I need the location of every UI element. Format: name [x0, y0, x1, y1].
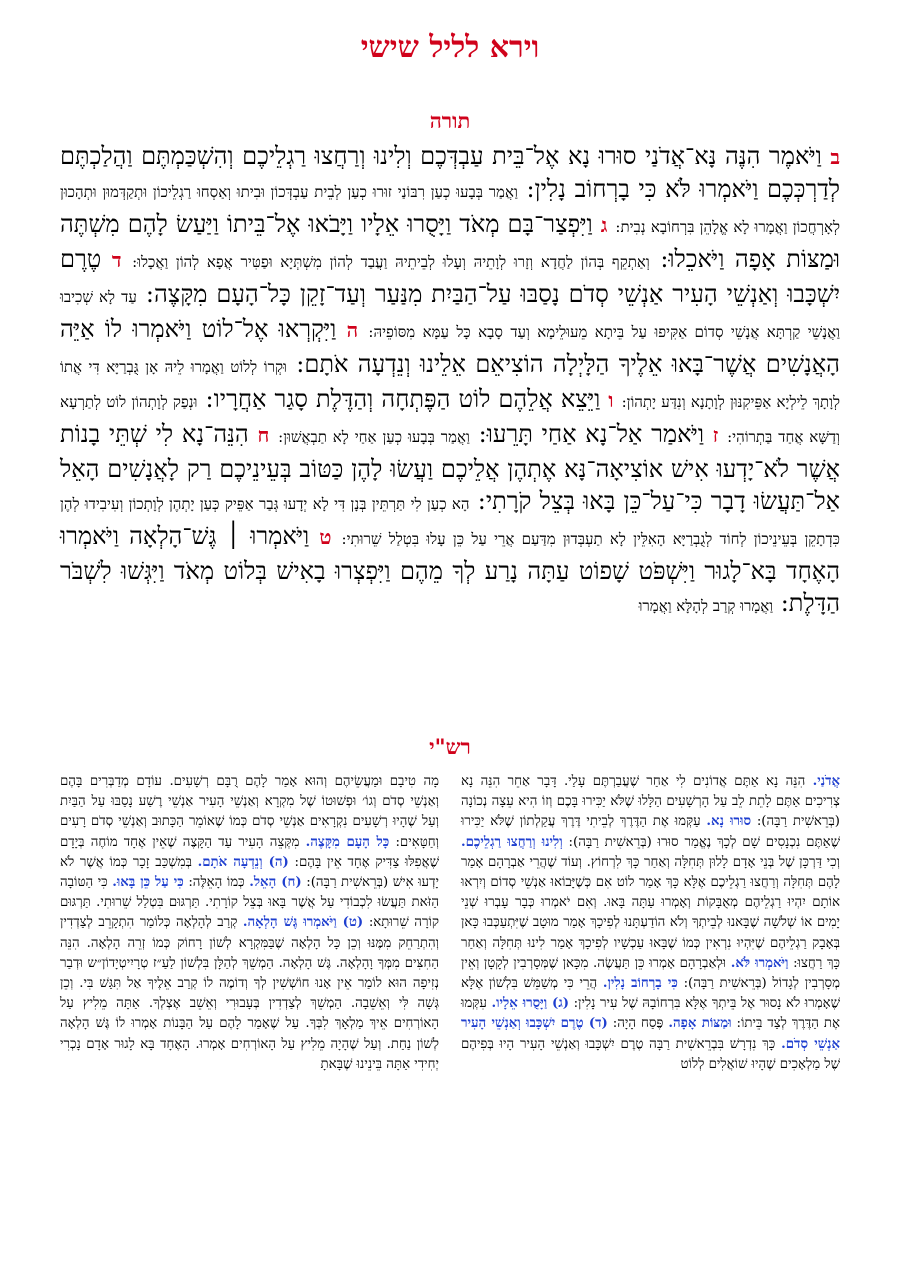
targum-text: וְאַתְקֵף בְּהוֹן לַחֲדָא וְזָרוּ לְוָתֵיהּ וְעָלוּ לְבֵיתֵיהּ וַעֲבַד לְהוֹן מִשְׁתְּיָא וּפַטִּיר אֲפָא לְהוֹן וַאֲכָלוּ: [132, 253, 650, 271]
rashi-heading: רש"י [429, 734, 471, 759]
verse-text: וַיֹּאמֶר הִנֶּה נָּא־אֲדֹנַי סוּרוּ נָא אֶל־בֵּית עַבְדְּכֶם וְלִינוּ וְרַחֲצוּ רַגְלֵיכֶם וְהִשְׁכַּמְתֶּם וַהֲלַכְתֶּם לְדַרְכְּכֶם וַיֹּאמְרוּ לֹּא כִּי בָרְחוֹב נָלִין: [60, 142, 840, 203]
rashi-commentary [60, 772, 840, 1075]
torah-heading: תורה [429, 108, 471, 133]
verse-text: וַיֹּאמַר אַל־נָא אַחַי תָּרֵעוּ: [478, 420, 704, 448]
rashi-entry [613, 1016, 732, 1031]
verse-number: ג [600, 213, 608, 237]
targum-text: וַאֲמַר בְּבָעוּ כְעַן אַחַי לָא תַבְאֲשׁוּן: [278, 428, 470, 446]
rashi-text: עִקְּמוּ אֶת הַדֶּרֶךְ לְצַד בֵּיתוֹ: [461, 996, 840, 1032]
verse-number: ט [319, 525, 332, 549]
verse-text: וַיֹּאמְרוּ ׀ גֶּשׁ־הָלְאָה וַיֹּאמְרוּ הָאֶחָד בָּא־לָגוּר וַיִּשְׁפֹּט שָׁפוֹט עַתָּה נָרַע לְךָ מֵהֶם וַיִּפְצְרוּ בָאִישׁ בְּלוֹט מְאֹד וַיִּגְּשׁוּ לִשְׁבֹּר הַדָּלֶת: [60, 522, 840, 617]
rashi-text: מִקְּצֵה הָעִיר עַד הַקָּצֶה שֶׁאֵין אֶחָד מוֹחֶה בְּיָדָם שֶׁאֲפִלּוּ צַדִּיק אֶחָד אֵין בָּהֶם: [60, 834, 440, 870]
verse-text: הִנֵּה־נָא לִי שְׁתֵּי בָנוֹת אֲשֶׁר לֹא־יָדְעוּ אִישׁ אוֹצִיאָה־נָּא אֶתְהֶן אֲלֵיכֶם וַעֲשׂוּ לָהֶן כַּטּוֹב בְּעֵינֵיכֶם רַק לָאֲנָשִׁים הָאֵל אַל־תַּעֲשׂוּ דָבָר כִּי־עַל־כֵּן בָּאוּ בְּצֵל קֹרָתִי: [60, 420, 841, 515]
targum-text: וַאֲמָרוּ קְרַב לְהָלָּא וַאֲמָרוּ [638, 597, 774, 615]
rashi-column-left [60, 772, 439, 1075]
verse-text: וַיִּקְרְאוּ אֶל־לוֹט וַיֹּאמְרוּ לוֹ אַיֵּה הָאֲנָשִׁים אֲשֶׁר־בָּאוּ אֵלֶיךָ הַלָּיְלָה הוֹצִיאֵם אֵלֵינוּ וְנֵדְעָה אֹתָם: [60, 315, 840, 378]
page-title: וירא לליל שישי [360, 30, 540, 65]
dibur-hamatchil: כָּל הָעָם מִקָּצֶה. [305, 834, 390, 850]
rashi-text: וּלְאַבְרָהָם אָמְרוּ כֵּן תַּעֲשֶׂה. מִכָּאן שֶׁמְּסָרְבִין לְקָטָן וְאֵין מְסָרְבִין לְגָדוֹל (בְּרֵאשִׁית רַבָּה): [461, 955, 840, 992]
rashi-entry [188, 875, 301, 890]
verse-text: וַיֵּצֵא אֲלֵהֶם לוֹט הַפֶּתְחָה וְהַדֶּלֶת סָגַר אַחֲרָיו: [205, 385, 601, 413]
dibur-hamatchil: (ה) וְנֵדְעָה אֹתָם. [197, 854, 289, 870]
rashi-text: קְרַב לְהָלְאָה כְּלוֹמַר הִתְקָרֵב לְצַדְדִין וְהִתְרַחֵק מִמֶּנּוּ וְכֵן כָּל הָלְאָה שֶׁבַּמִּקְרָא לְשׁוֹן רָחוֹק כְּמוֹ זְרֵה הָלְאָה. הִנֵּה הַחִצִּים מִמְּךָ וָהָלְאָה. גֶּשׁ הָלְאָה. הַמְשֵׁךְ לְהַלָּן בִּלְשׁוֹן לַעַ״ז טְרָיִיטְיָדוֹן״ש וּדְבַר נְזִיפָה הוּא לוֹמַר אֵין אָנוּ חוֹשְׁשִׁין לְךָ וְדוֹמֶה לוֹ קְרַב אֵלֶיךָ אַל תִּגַּשׁ בִּי. וְכֵן גְּשָׁה לִּי וְאֵשֵׁבָה. הַמְשֵׁךְ לְצַדְדִין בְּעָבוּרִי וְאֵשֵׁב אֶצְלְךָ. אַתָּה מֵלִיץ עַל הָאוֹרְחִים אֵיךְ מַלְאָךְ לִבְּךָ. עַל שֶׁאָמַר לָהֶם עַל הַבָּנוֹת אָמְרוּ לוֹ גֶּשׁ הָלְאָה לְשׁוֹן נַחַת. וְעַל שֶׁהָיָה מֵלִיץ עַל הָאוֹרְחִים אָמְרוּ. הָאֶחָד בָּא לָגוּר אָדָם נָכְרִי יְחִידִי אַתָּה בֵּינֵינוּ שֶׁבָּאתָ [60, 915, 439, 1072]
dibur-hamatchil: כִּי בָרְחוֹב נָלִין. [602, 976, 678, 992]
verse-number: ז [712, 423, 719, 447]
rashi-text: עַקְּמוּ אֶת הַדֶּרֶךְ לְבֵיתִי דֶּרֶךְ עֲקַלְתוֹן שֶׁלֹּא יַכִּירוּ שֶׁאַתֶּם נִכְנָסִים שָׁם לְכָךְ נֶאֱמַר סוּרוּ (בְּרֵאשִׁית רַבָּה): [461, 814, 840, 850]
targum-text: וַאֲמַר בְּבָעוּ כְעַן רִבּוֹנַי זוּרוּ כְעַן לְבֵית עַבְדְּכוֹן וּבִיתוּ וְאַסְחוּ רַגְלֵיכוֹן וּתְקַדְּמוּן וּתְהָכוּן לְאָרְחֲכוֹן וַאֲמָרוּ לָא אֱלָהֵן בִּרְחוֹבָא נְבִית: [60, 183, 840, 236]
rashi-text: וְכִי דַּרְכָּן שֶׁל בְּנֵי אָדָם לָלוּן תְּחִלָּה וְאַחַר כָּךְ לִרְחוֹץ. וְעוֹד שֶׁהֲרֵי אַבְרָהָם אָמַר לָהֶם תְּחִלָּה וְרַחֲצוּ רַגְלֵיכֶם אֶלָּא כָּךְ אָמַר לוֹט אִם כְּשֶׁיָּבוֹאוּ אַנְשֵׁי סְדוֹם וְיִרְאוּ אוֹתָם יִהְיוּ רַגְלֵיהֶם מְאֻבָּקוֹת וְאָמְרוּ עַתָּה בָּאוּ. וְאִם יֹאמְרוּ כְּבָר עָבְרוּ שְׁנֵי יָמִים אוֹ שְׁלֹשָׁה שֶׁבָּאנוּ לְבֵיתְךָ וְלֹא הוֹדַעְתָּנוּ לְפִיכָךְ אָמַר מוּטָב שֶׁיִּתְעַכְּבוּ כָּאן בְּאָבָק רַגְלֵיהֶם שֶׁיִּהְיוּ נִרְאִין כְּמוֹ שֶׁבָּאוּ עַכְשָׁיו לְפִיכָךְ אָמַר לִינוּ תְּחִלָּה וְאַחַר כָּךְ רַחֲצוּ: [461, 854, 841, 971]
rashi-text: הִנֵּה נָא אַתֶּם אֲדוֹנִים לִי אַחַר שֶׁעֲבַרְתֶּם עָלַי. דָּבָר אַחֵר הִנֵּה נָא צְרִיכִים אַתֶּם לָתֵת לֵב עַל הָרְשָׁעִים הַלָּלוּ שֶׁלֹּא יַכִּירוּ בָּכֶם וְזוֹ הִיא עֵצָה נְכוֹנָה (בְּרֵאשִׁית רַבָּה): [461, 774, 840, 830]
targum-text: עַד לָא שְׁכִיבוּ וַאֲנָשֵׁי קַרְתָּא אֲנָשֵׁי סְדוֹם אַקִּיפוּ עַל בֵּיתָא מֵעוּלֵימָא וְעַד סָבָא כָּל עַמָּא מִסּוֹפֵיהּ: [60, 288, 840, 341]
dibur-hamatchil: וּמַצּוֹת אָפָה. [668, 1016, 732, 1032]
rashi-text: כָּךְ נִדְרָשׁ בִּבְרֵאשִׁית רַבָּה טֶרֶם יִשְׁכָּבוּ וְאַנְשֵׁי הָעִיר הָיוּ בְּפִיהֶם שֶׁל מַלְאָכִים שֶׁהָיוּ שׁוֹאֲלִים לְלוֹט [461, 1036, 840, 1072]
verse-text: וַיִּפְצַר־בָּם מְאֹד וַיָּסֻרוּ אֵלָיו וַיָּבֹאוּ אֶל־בֵּיתוֹ וַיַּעַשׂ לָהֶם מִשְׁתֶּה וּמַצּוֹת אָפָה וַיֹּאכֵלוּ: [60, 210, 840, 273]
rashi-text: מָה טִיבָם וּמַעֲשֵׂיהֶם וְהוּא אָמַר לָהֶם רֻבָּם רְשָׁעִים. עוֹדָם מְדַבְּרִים בָּהֶם וְאַנְשֵׁי סְדֹם וְגוֹ׳ וּפְשׁוּטוֹ שֶׁל מִקְרָא וְאַנְשֵׁי הָעִיר אַנְשֵׁי רֶשַׁע נָסַבּוּ עַל הַבַּיִת וְעַל שֶׁהָיוּ רְשָׁעִים נִקְרָאִים אַנְשֵׁי סְדֹם כְּמוֹ שֶׁאוֹמֵר הַכָּתוּב וְאַנְשֵׁי סְדֹם רָעִים וְחַטָּאִים: [60, 774, 439, 850]
verse-number: ו [608, 388, 614, 412]
verse-number: ב [830, 145, 840, 169]
verse-text: טֶרֶם יִשְׁכָּבוּ וְאַנְשֵׁי הָעִיר אַנְשֵׁי סְדֹם נָסַבּוּ עַל־הַבַּיִת מִנַּעַר וְעַד־זָקֵן כָּל־הָעָם מִקָּצֶה: [60, 245, 840, 308]
dibur-hamatchil: (ח) הָאֵל. [249, 875, 302, 891]
rashi-text: בְּמִשְׁכַּב זָכָר כְּמוֹ אֲשֶׁר לֹא יָדְעוּ אִישׁ (בְּרֵאשִׁית רַבָּה): [60, 854, 439, 891]
targum-text: וּנְפַק לְוָתְהוֹן לוֹט לְתַרְעָא וְדַשָּׁא אֲחַד בַּתְרוֹהִי: [60, 393, 840, 446]
rashi-text: כִּי הַטּוֹבָה הַזֹּאת תַּעֲשׂוּ לִכְבוֹדִי עַל אֲשֶׁר בָּאוּ בְּצֵל קוֹרָתִי. תַּרְגּוּם בִּטְלַל שֵׁרוּתִי. תַּרְגּוּם קוֹרָה שֵׁרוּתָא: [60, 875, 440, 931]
rashi-column-right [461, 772, 840, 1075]
dibur-hamatchil: וְלִינוּ וְרַחֲצוּ רַגְלֵיכֶם. [461, 834, 563, 850]
rashi-text: כְּמוֹ הָאֵלֶּה: [188, 875, 245, 891]
dibur-hamatchil: כִּי עַל כֵּן בָּאוּ. [112, 875, 184, 891]
rashi-text: פֶּסַח הָיָה: [612, 1016, 664, 1032]
dibur-hamatchil: (ד) טֶרֶם יִשְׁכָּבוּ וְאַנְשֵׁי הָעִיר אַנְשֵׁי סְדֹם. [461, 1016, 841, 1052]
rashi-text: הֲרֵי כִּי מְשַׁמֵּשׁ בִּלְשׁוֹן אֶלָּא שֶׁאָמְרוּ לֹא נָסוּר אֶל בֵּיתְךָ אֶלָּא בִּרְחוֹבָהּ שֶׁל עִיר נָלִין: [461, 976, 840, 1012]
dibur-hamatchil: (ט) וַיֹּאמְרוּ גֶּשׁ הָלְאָה. [242, 915, 364, 931]
dibur-hamatchil: וַיֹּאמְרוּ לֹּא. [730, 955, 789, 971]
dibur-hamatchil: (ג) וַיָּסֻרוּ אֵלָיו. [491, 996, 570, 1012]
targum-text: הָא כְעַן לִי תַּרְתֵּין בְּנָן דִּי לָא יְדָעוּ גְּבַר אַפֵּיק כְּעַן יָתְהֶן לְוָתְכוֹן וְעִיבִידוּ לְהֶן כִּדְתָקֵן בְּעֵינֵיכוֹן לְחוֹד לְגֻבְרַיָּא הָאִלֵּין לָא תַעְבְּדוּן מִדַּעַם אֲרֵי עַל כֵּן עָלוּ בִּטְלַל שֵׁרוּתִי: [60, 495, 840, 548]
torah-text [60, 140, 840, 622]
targum-text: וּקְרוֹ לְלוֹט וַאֲמָרוּ לֵיהּ אָן גֻּבְרַיָּא דִּי אֲתוֹ לְוָתָךְ לֵילְיָא אַפֵּיקִנּוּן לְוָתָנָא וְנִדַּע יָתְהוֹן: [60, 358, 840, 411]
verse-number: ח [257, 423, 270, 447]
rashi-entry [60, 915, 439, 1071]
dibur-hamatchil: אֲדֹנַי. [812, 774, 840, 789]
verse [278, 420, 718, 448]
dibur-hamatchil: סוּרוּ נָא. [706, 814, 752, 830]
rashi-entry [461, 835, 840, 971]
verse-number: ד [111, 248, 122, 272]
verse-number: ה [346, 318, 359, 342]
